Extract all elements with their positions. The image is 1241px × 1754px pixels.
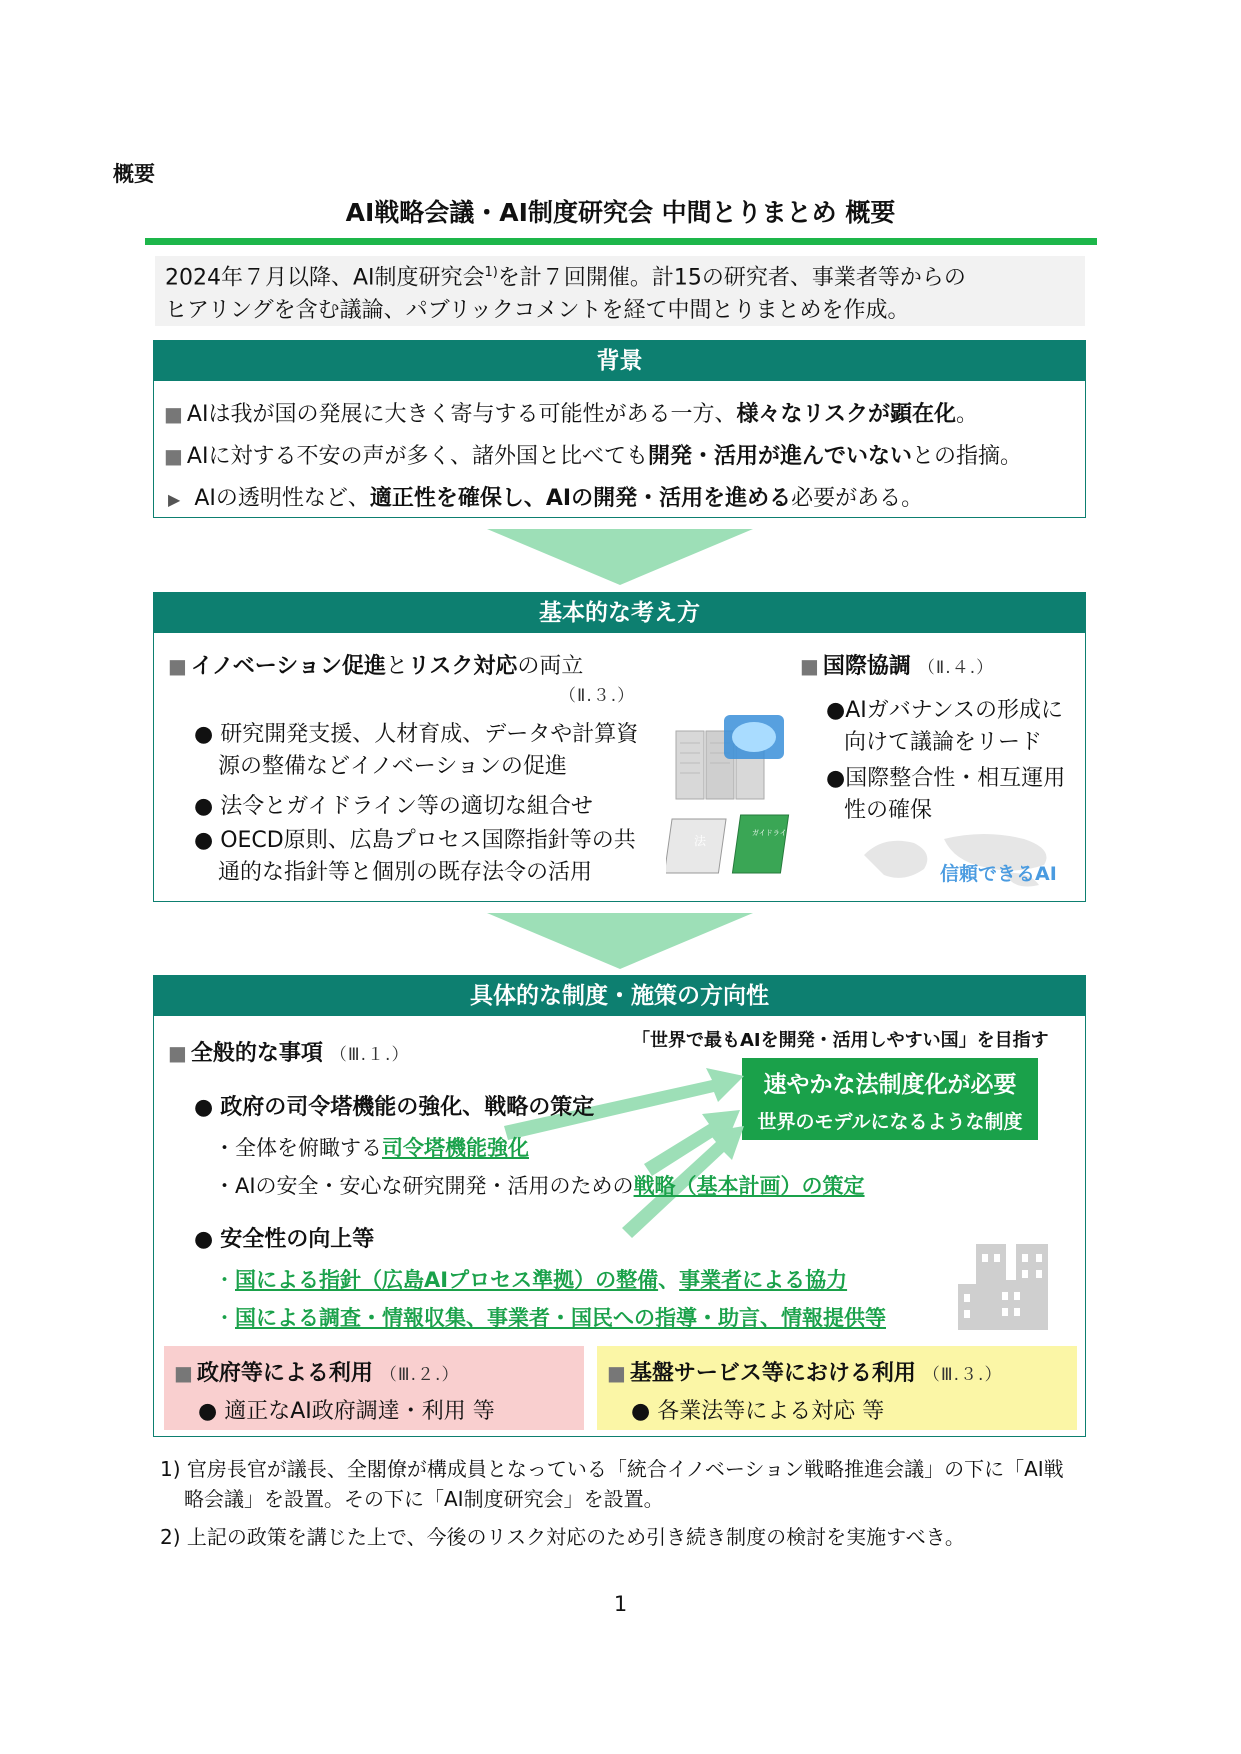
basic-bullet-2: ● 法令とガイドライン等の適切な組合せ bbox=[194, 794, 593, 819]
down-arrow-1 bbox=[487, 529, 753, 585]
square-bullet-icon: ■ bbox=[168, 1041, 187, 1065]
government-use-item: ● 適正なAI政府調達・利用 等 bbox=[198, 1399, 495, 1424]
background-item-2: ■ AIに対する不安の声が多く、諸外国と比べても開発・活用が進んでいないとの指摘。 bbox=[164, 444, 1023, 469]
page-number: 1 bbox=[613, 1592, 628, 1616]
concrete-policy-header: 具体的な制度・施策の方向性 bbox=[154, 976, 1085, 1016]
base-service-box bbox=[597, 1346, 1077, 1430]
legislation-tag: 速やかな法制度化が必要 世界のモデルになるような制度 bbox=[742, 1058, 1038, 1140]
concrete-policy-section bbox=[153, 975, 1086, 1437]
international-coop-title: ■ 国際協調 （Ⅱ.４.） bbox=[800, 654, 995, 679]
intro-line1-post: を計７回開催。計15の研究者、事業者等からの bbox=[497, 265, 966, 291]
footnote-1: 1) 官房長官が議長、全閣僚が構成員となっている「統合イノベーション戦略推進会議」の下に「AI戦 略会議」を設置。その下に「AI制度研究会」を設置。 bbox=[160, 1457, 1064, 1511]
page-title: AI戦略会議・AI制度研究会 中間とりまとめ 概要 bbox=[345, 198, 896, 227]
gov-command-sub-2: ・AIの安全・安心な研究開発・活用のための戦略（基本計画）の策定 bbox=[214, 1174, 865, 1198]
background-item-3: ▶ AIの透明性など、適正性を確保し、AIの開発・活用を進める必要がある。 bbox=[168, 486, 924, 511]
safety-sub-1: ・国による指針（広島AIプロセス準拠）の整備、事業者による協力 bbox=[214, 1268, 848, 1292]
innovation-risk-ref: （Ⅱ.３.） bbox=[559, 686, 636, 706]
general-matters-title: ■ 全般的な事項 （Ⅲ.１.） bbox=[168, 1041, 410, 1066]
basic-bullet-3: ● OECD原則、広島プロセス国際指針等の共 通的な指針等と個別の既存法令の活用 bbox=[194, 828, 636, 885]
intro-line1-pre: 2024年７月以降、AI制度研究会 bbox=[165, 265, 485, 291]
base-service-title: ■ 基盤サービス等における利用 （Ⅲ.３.） bbox=[607, 1361, 1003, 1386]
trusted-ai-label: 信頼できるAI bbox=[940, 863, 1057, 885]
international-bullet-2: ●国際整合性・相互運用 性の確保 bbox=[826, 766, 1066, 823]
footnote-2: 2) 上記の政策を講じた上で、今後のリスク対応のため引き続き制度の検討を実施すべき。 bbox=[160, 1525, 965, 1549]
basic-concept-section bbox=[153, 592, 1086, 902]
government-use-title: ■ 政府等による利用 （Ⅲ.２.） bbox=[174, 1361, 460, 1386]
square-bullet-icon: ■ bbox=[164, 402, 183, 426]
gov-command-sub-1: ・全体を俯瞰する司令塔機能強化 bbox=[214, 1136, 529, 1160]
triangle-right-icon: ▶ bbox=[168, 490, 181, 509]
book-law-label: 法 bbox=[694, 834, 707, 848]
basic-bullet-1: ● 研究開発支援、人材育成、データや計算資 源の整備などイノベーションの促進 bbox=[194, 722, 639, 779]
buildings-icon bbox=[956, 1240, 1068, 1330]
background-item-1: ■ AIは我が国の発展に大きく寄与する可能性がある一方、様々なリスクが顕在化。 bbox=[164, 402, 979, 427]
background-header: 背景 bbox=[154, 341, 1085, 381]
innovation-risk-title: ■ イノベーション促進とリスク対応の両立 bbox=[168, 654, 584, 679]
intro-line2: ヒアリングを含む議論、パブリックコメントを経て中間とりまとめを作成。 bbox=[165, 298, 910, 324]
intro-box bbox=[155, 256, 1085, 326]
square-bullet-icon: ■ bbox=[800, 654, 819, 678]
law-books-illustration bbox=[666, 805, 806, 885]
title-underline bbox=[145, 238, 1097, 245]
page-label: 概要 bbox=[113, 162, 155, 186]
safety-sub-2: ・国による調査・情報収集、事業者・国民への指導・助言、情報提供等 bbox=[214, 1306, 886, 1330]
safety-title: ● 安全性の向上等 bbox=[194, 1227, 375, 1252]
gov-command-title: ● 政府の司令塔機能の強化、戦略の策定 bbox=[194, 1095, 595, 1120]
book-guideline-label: ガイドライン bbox=[752, 830, 794, 837]
international-bullet-1: ●AIガバナンスの形成に 向けて議論をリード bbox=[826, 698, 1063, 755]
server-brain-illustration bbox=[666, 713, 796, 803]
down-arrow-2 bbox=[487, 913, 753, 969]
intro-footnote-ref[interactable]: 1) bbox=[484, 265, 498, 280]
government-use-box bbox=[164, 1346, 584, 1430]
background-section bbox=[153, 340, 1086, 518]
basic-concept-header: 基本的な考え方 bbox=[154, 593, 1085, 633]
goal-statement: 「世界で最もAIを開発・活用しやすい国」を目指す bbox=[632, 1030, 1049, 1051]
square-bullet-icon: ■ bbox=[168, 654, 187, 678]
square-bullet-icon: ■ bbox=[164, 444, 183, 468]
base-service-item: ● 各業法等による対応 等 bbox=[631, 1399, 885, 1424]
